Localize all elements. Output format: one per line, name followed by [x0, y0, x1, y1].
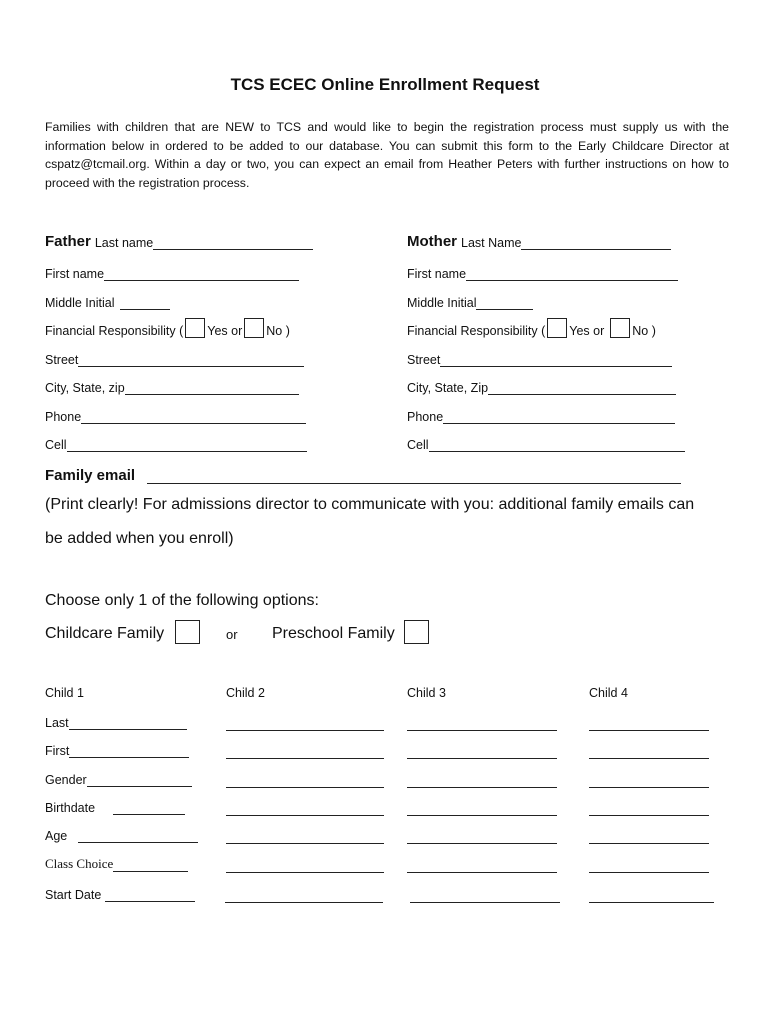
mother-last-name-row — [407, 230, 671, 250]
father-financial-yes-label: Yes or — [207, 324, 243, 338]
options-prompt: Choose only 1 of the following options: — [45, 592, 319, 609]
father-city-row — [45, 375, 299, 395]
mother-financial-yes-checkbox[interactable] — [547, 318, 567, 338]
child-field-label: Start Date — [45, 888, 102, 902]
child-3-class-choice-field[interactable] — [407, 858, 557, 873]
father-middle-initial-label: Middle Initial — [45, 296, 115, 310]
child-1-gender-field[interactable] — [87, 772, 192, 787]
father-cell-label: Cell — [45, 438, 67, 452]
mother-first-name-label: First name — [407, 267, 467, 281]
child-3-birthdate-field[interactable] — [407, 801, 557, 816]
mother-financial-no-checkbox[interactable] — [610, 318, 630, 338]
child-2-age-field[interactable] — [226, 829, 384, 844]
child-4-header: Child 4 — [589, 686, 628, 700]
mother-street-label: Street — [407, 353, 441, 367]
child-2-start-date-field[interactable] — [225, 888, 383, 903]
mother-city-row — [407, 375, 676, 395]
child-2-header: Child 2 — [226, 686, 265, 700]
father-phone-label: Phone — [45, 410, 82, 424]
child-field-label: Gender — [45, 773, 87, 787]
mother-phone-row — [407, 404, 675, 424]
father-phone-field[interactable] — [81, 409, 306, 424]
child-3-header: Child 3 — [407, 686, 446, 700]
father-first-name-field[interactable] — [104, 266, 299, 281]
child-4-birthdate-field[interactable] — [589, 801, 709, 816]
childcare-family-checkbox[interactable] — [175, 620, 200, 644]
intro-paragraph: Families with children that are NEW to TCS and would like to begin the registration process must supply us with the information below in ordered to be added to our database. You can submit this form to the Early Childcare Director at cspatz@tcmail.org. Within a day or two, you can expect an email from Heather Peters with further instructions on how to proceed with the registration process. — [45, 120, 729, 190]
child-3-age-field[interactable] — [407, 829, 557, 844]
child-2-first-field[interactable] — [226, 744, 384, 759]
child-1-last-field[interactable] — [69, 715, 187, 730]
child-field-label: Class Choice — [45, 856, 114, 871]
child-2-class-choice-field[interactable] — [226, 858, 384, 873]
mother-middle-initial-field[interactable] — [476, 295, 533, 310]
child-1-age-field[interactable] — [78, 828, 198, 843]
mother-phone-field[interactable] — [443, 409, 675, 424]
childcare-family-label: Childcare Family — [45, 625, 165, 642]
father-last-name-row — [45, 230, 313, 250]
father-last-name-field[interactable] — [153, 235, 313, 250]
child-1-first-field[interactable] — [69, 743, 189, 758]
mother-street-field[interactable] — [440, 352, 672, 367]
mother-first-name-field[interactable] — [466, 266, 678, 281]
father-street-row — [45, 347, 304, 367]
child-2-birthdate-field[interactable] — [226, 801, 384, 816]
child-4-class-choice-field[interactable] — [589, 858, 709, 873]
child-3-gender-field[interactable] — [407, 773, 557, 788]
child-field-start-date — [45, 884, 195, 902]
mother-city-field[interactable] — [488, 380, 676, 395]
preschool-family-checkbox[interactable] — [404, 620, 429, 644]
father-middle-initial-field[interactable] — [120, 295, 170, 310]
family-email-note-line1: (Print clearly! For admissions director to communicate with you: additional family emails can — [45, 496, 695, 513]
father-phone-row — [45, 404, 306, 424]
mother-city-label: City, State, Zip — [407, 381, 489, 395]
child-4-gender-field[interactable] — [589, 773, 709, 788]
family-email-note-line2: be added when you enroll) — [45, 530, 234, 547]
child-3-first-field[interactable] — [407, 744, 557, 759]
mother-heading: Mother — [407, 233, 457, 250]
mother-financial-no-label: No ) — [632, 324, 656, 338]
mother-financial-yes-label: Yes or — [569, 324, 605, 338]
child-4-age-field[interactable] — [589, 829, 709, 844]
father-cell-field[interactable] — [67, 437, 307, 452]
mother-street-row — [407, 347, 672, 367]
child-1-birthdate-field[interactable] — [113, 800, 185, 815]
form-title: TCS ECEC Online Enrollment Request — [230, 75, 540, 94]
father-financial-no-checkbox[interactable] — [244, 318, 264, 338]
child-field-label: Age — [45, 829, 68, 843]
family-email-label: Family email — [45, 467, 136, 484]
mother-first-name-row — [407, 261, 678, 281]
father-city-label: City, State, zip — [45, 381, 125, 395]
child-field-class-choice — [45, 854, 188, 872]
child-2-last-field[interactable] — [226, 716, 384, 731]
father-city-field[interactable] — [125, 380, 299, 395]
mother-middle-initial-label: Middle Initial — [407, 296, 477, 310]
options-or-label: or — [226, 627, 238, 642]
child-field-last — [45, 712, 187, 730]
father-street-label: Street — [45, 353, 79, 367]
mother-financial-row — [407, 318, 656, 338]
mother-middle-initial-row — [407, 290, 533, 310]
child-4-first-field[interactable] — [589, 744, 709, 759]
child-1-class-choice-field[interactable] — [113, 857, 188, 872]
mother-cell-row — [407, 432, 685, 452]
child-field-age — [45, 825, 198, 843]
child-2-gender-field[interactable] — [226, 773, 384, 788]
child-field-label: Last — [45, 716, 69, 730]
mother-cell-field[interactable] — [429, 437, 685, 452]
child-field-label: First — [45, 744, 70, 758]
father-first-name-label: First name — [45, 267, 105, 281]
father-financial-row — [45, 318, 290, 338]
child-4-last-field[interactable] — [589, 716, 709, 731]
child-1-start-date-field[interactable] — [105, 887, 195, 902]
mother-phone-label: Phone — [407, 410, 444, 424]
father-cell-row — [45, 432, 307, 452]
child-field-gender — [45, 769, 192, 787]
father-financial-label: Financial Responsibility ( — [45, 324, 184, 338]
father-first-name-row — [45, 261, 299, 281]
father-financial-no-label: No ) — [266, 324, 290, 338]
child-field-first — [45, 740, 189, 758]
mother-financial-label: Financial Responsibility ( — [407, 324, 546, 338]
mother-last-name-label: Last Name — [461, 236, 522, 250]
father-middle-initial-row — [45, 290, 170, 310]
child-field-label: Birthdate — [45, 801, 96, 815]
father-last-name-label: Last name — [94, 236, 154, 250]
child-4-start-date-field[interactable] — [589, 888, 714, 903]
mother-cell-label: Cell — [407, 438, 429, 452]
preschool-family-label: Preschool Family — [272, 625, 395, 642]
father-financial-yes-checkbox[interactable] — [185, 318, 205, 338]
family-email-field[interactable] — [147, 469, 681, 484]
father-street-field[interactable] — [78, 352, 304, 367]
father-heading: Father — [45, 233, 91, 250]
child-3-start-date-field[interactable] — [410, 888, 560, 903]
child-1-header: Child 1 — [45, 686, 84, 700]
child-field-birthdate — [45, 797, 185, 815]
mother-last-name-field[interactable] — [521, 235, 671, 250]
family-email-row — [45, 462, 681, 484]
child-3-last-field[interactable] — [407, 716, 557, 731]
